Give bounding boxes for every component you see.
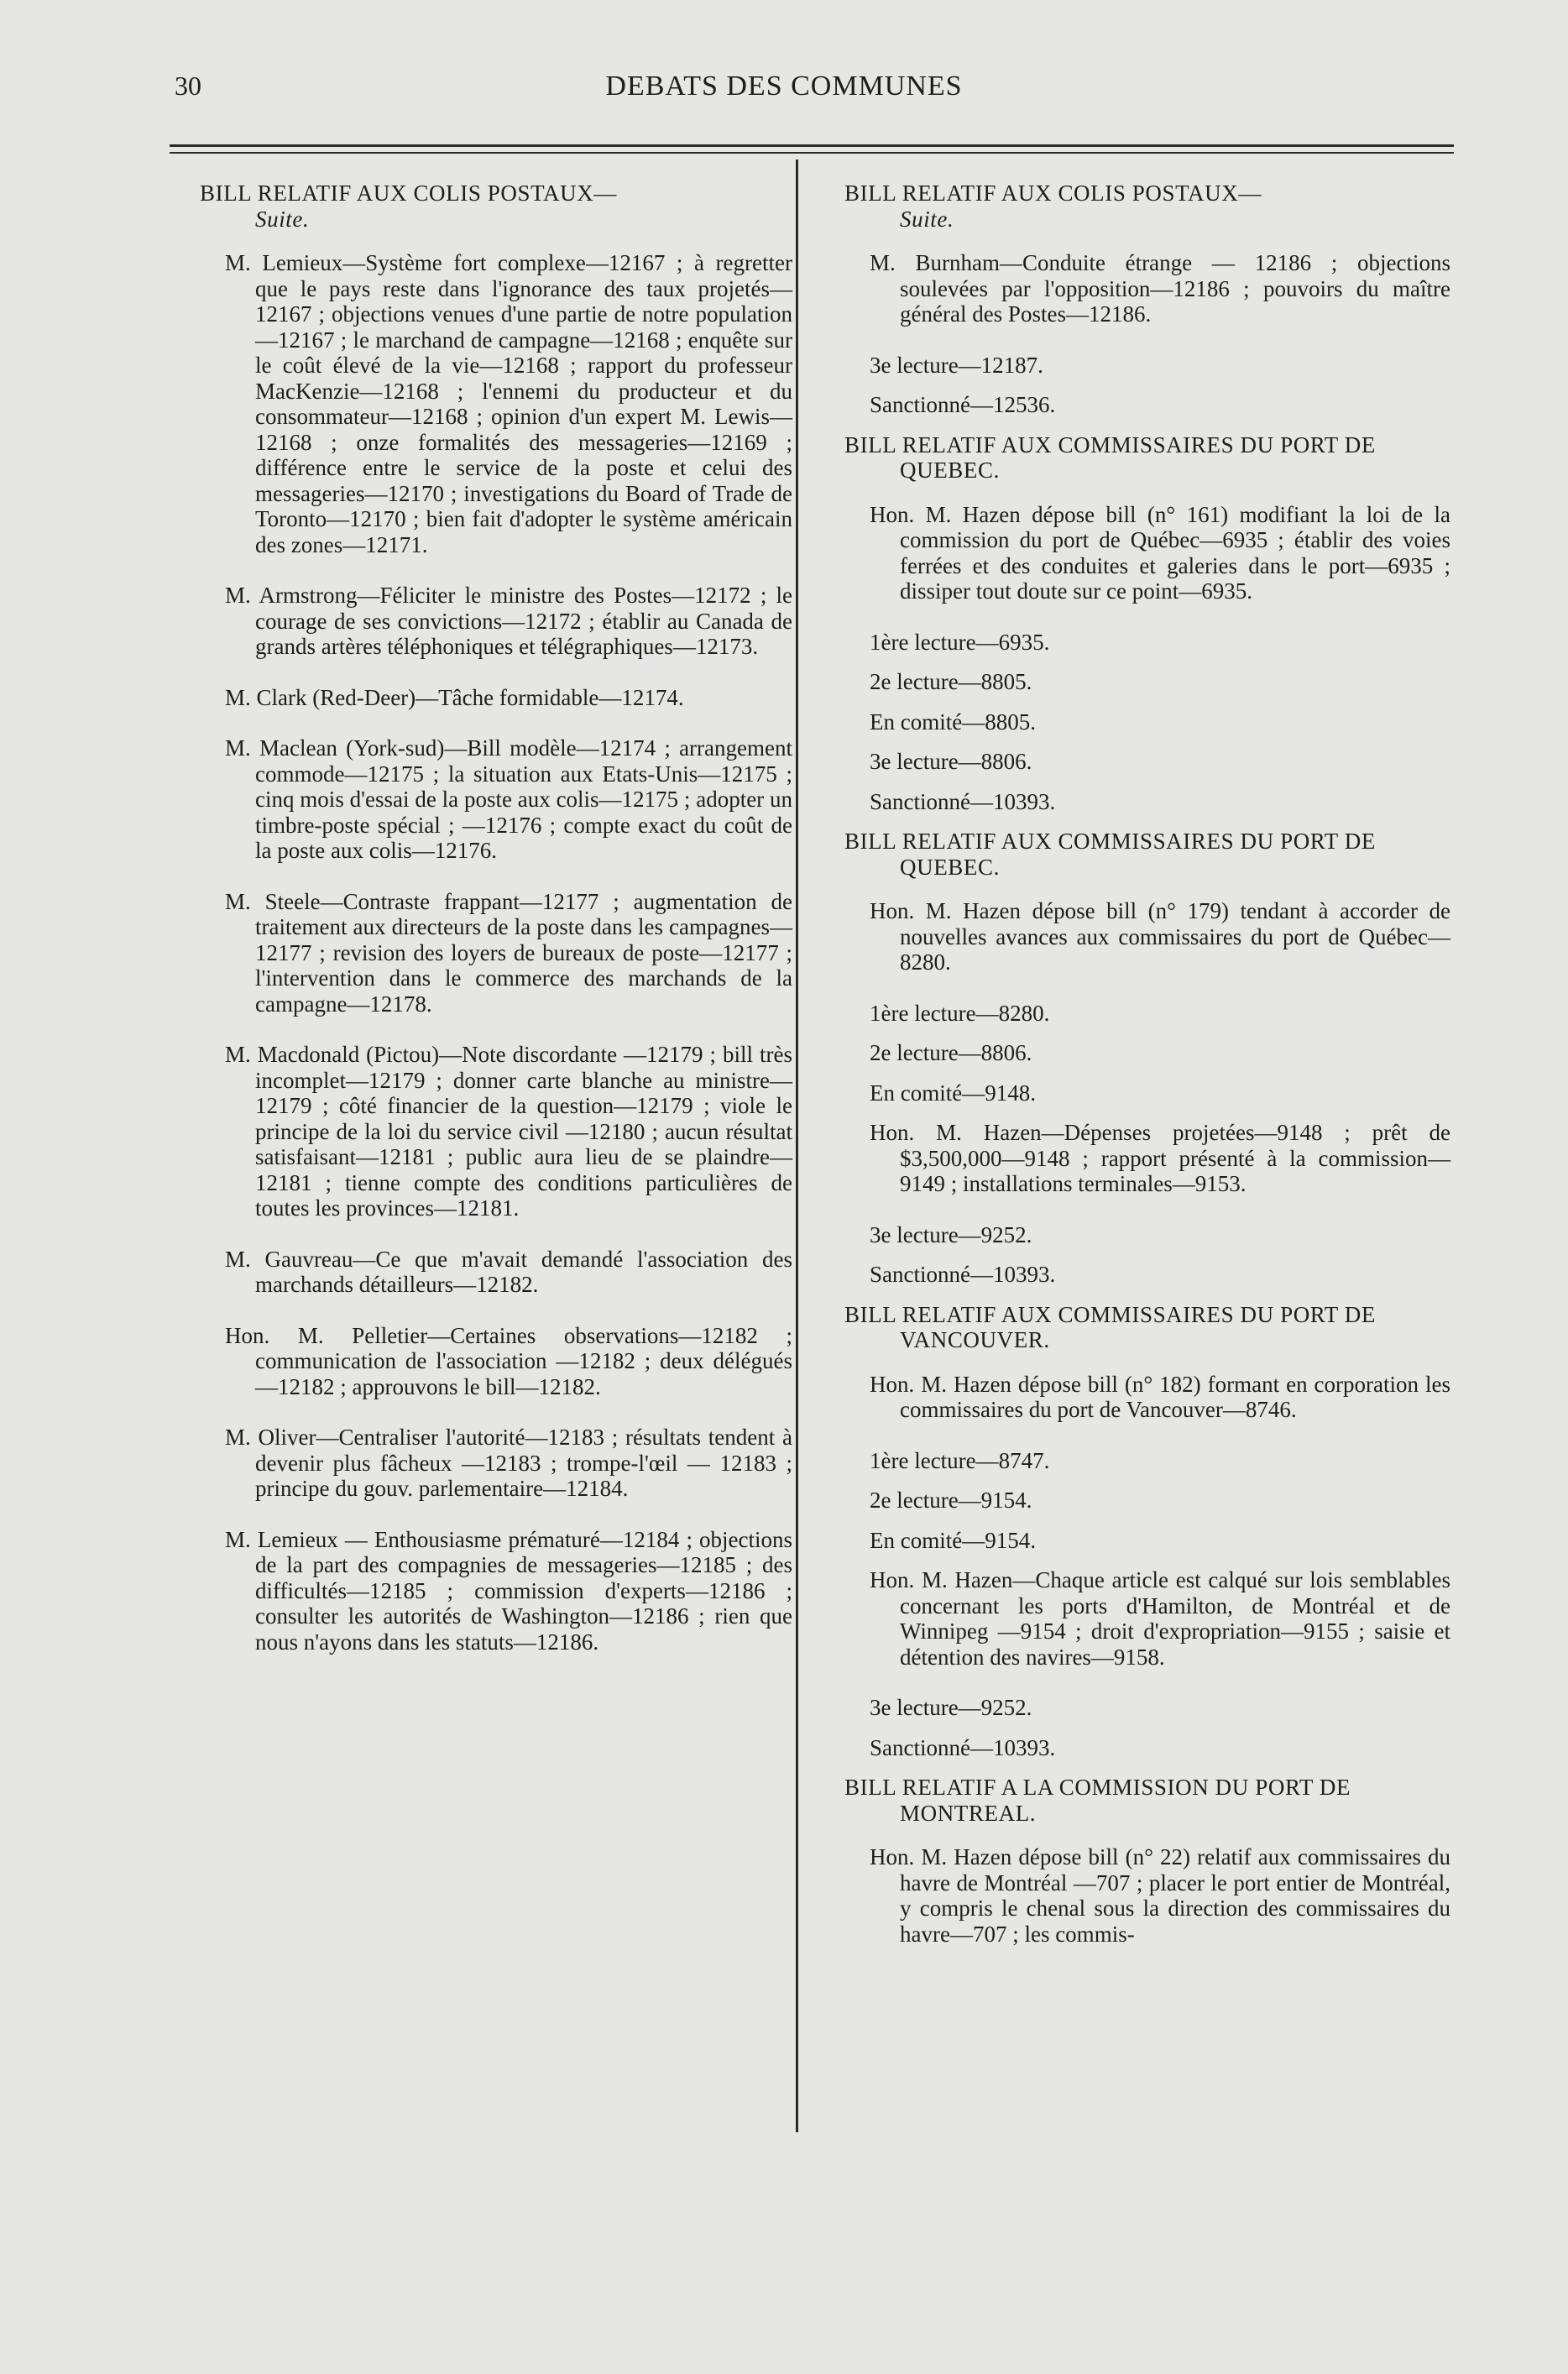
column-divider	[796, 159, 798, 2132]
section-heading: BILL RELATIF AUX COMMISSAIRES DU PORT DE QUEBEC.	[844, 431, 1376, 483]
index-entry: M. Armstrong—Féliciter le ministre des Postes—12172 ; le courage de ses convictions—12172 ; établir au Canada de grands artères téléphoniques et télégraphiques—12173.	[225, 583, 792, 659]
index-entry: Hon. M. Pelletier—Certaines observations—12182 ; communication de l'association —12182 ; deux délégués—12182 ; approuvons le bill—12182.	[225, 1322, 792, 1399]
left-column	[200, 180, 792, 1680]
index-entry: M. Oliver—Centraliser l'autorité—12183 ; résultats tendent à devenir plus fâcheux —12183 ; trompe-l'œil — 12183 ; principe du gouv. parlementaire—12184.	[225, 1425, 792, 1501]
index-entry: Hon. M. Hazen dépose bill (n° 182) formant en corporation les commissaires du port de Vancouver—8746.	[870, 1371, 1450, 1422]
heading-suite: Suite.	[900, 206, 954, 232]
reading-line: 1ère lecture—8280.	[870, 1000, 1050, 1026]
reading-line: Sanctionné—12536.	[870, 392, 1056, 417]
section-heading: BILL RELATIF A LA COMMISSION DU PORT DE MONTREAL.	[844, 1775, 1351, 1826]
reading-line: 3e lecture—9252.	[870, 1695, 1032, 1720]
reading-line: 3e lecture—9252.	[870, 1221, 1032, 1247]
heading-text: BILL RELATIF AUX COLIS POSTAUX—	[200, 180, 617, 206]
reading-line: En comité—9154.	[870, 1527, 1036, 1553]
reading-line: Sanctionné—10393.	[870, 788, 1056, 814]
reading-line: En comité—9148.	[870, 1080, 1036, 1106]
reading-line: Sanctionné—10393.	[870, 1262, 1056, 1287]
index-entry: M. Steele—Contraste frappant—12177 ; augmentation de traitement aux directeurs de la poste dans les campagnes—12177 ; revision des loyers de bureaux de poste—12177 ; l'intervention dans le commerce des marchands de la campagne—12178.	[225, 888, 792, 1017]
page-number: 30	[175, 71, 201, 101]
running-header: DEBATS DES COMMUNES	[605, 71, 963, 102]
reading-line: 3e lecture—8806.	[870, 749, 1032, 774]
reading-line: En comité—8805.	[870, 709, 1036, 735]
index-entry: M. Maclean (York-sud)—Bill modèle—12174 ; arrangement commode—12175 ; la situation aux Etats-Unis—12175 ; cinq mois d'essai de la poste aux colis—12175 ; adopter un timbre-poste spécial ; —12176 ; compte exact du coût de la poste aux colis—12176.	[225, 735, 792, 863]
header-rule-thin	[170, 152, 1454, 154]
reading-line: 1ère lecture—8747.	[870, 1447, 1050, 1473]
index-entry: M. Macdonald (Pictou)—Note discordante —12179 ; bill très incomplet—12179 ; donner carte blanche au ministre—12179 ; côté financier de la question—12179 ; viole le principe de la loi du service civil —12180 ; aucun résultat satisfaisant—12181 ; public aura lieu de se plaindre—12181 ; tienne compte des conditions particulières de toutes les provinces—12181.	[225, 1042, 792, 1221]
reading-line: 2e lecture—8805.	[870, 669, 1032, 694]
header-rule	[170, 144, 1454, 147]
index-entry: M. Gauvreau—Ce que m'avait demandé l'association des marchands détailleurs—12182.	[225, 1246, 792, 1297]
section-heading	[844, 180, 1450, 232]
section-heading	[200, 180, 792, 232]
index-entry: Hon. M. Hazen dépose bill (n° 22) relatif aux commissaires du havre de Montréal —707 ; placer le port entier de Montréal, y compris le chenal sous la direction des commissaires du havre—707 ; les commis-	[870, 1844, 1450, 1947]
index-entry: Hon. M. Hazen—Dépenses projetées—9148 ; prêt de $3,500,000—9148 ; rapport présenté à la commission—9149 ; installations terminales—9153.	[870, 1120, 1450, 1196]
index-entry: M. Lemieux — Enthousiasme prématuré—12184 ; objections de la part des compagnies de messageries—12185 ; des difficultés—12185 ; commission d'experts—12186 ; consulter les autorités de Washington—12186 ; rien que nous n'ayons dans les statuts—12186.	[225, 1526, 792, 1655]
reading-line: 3e lecture—12187.	[870, 352, 1043, 378]
index-entry: M. Lemieux—Système fort complexe—12167 ; à regretter que le pays reste dans l'ignorance des taux projetés—12167 ; objections venues d'une partie de notre population—12167 ; le marchand de campagne—12168 ; enquête sur le coût élevé de la vie—12168 ; rapport du professeur MacKenzie—12168 ; l'ennemi du producteur et du consommateur—12168 ; opinion d'un expert M. Lewis—12168 ; onze formalités des messageries—12169 ; différence entre le service de la poste et celui des messageries—12170 ; investigations du Board of Trade de Toronto—12170 ; bien fait d'adopter le système américain des zones—12171.	[225, 250, 792, 557]
reading-line: 1ère lecture—6935.	[870, 629, 1050, 655]
heading-text: BILL RELATIF AUX COLIS POSTAUX—	[844, 180, 1262, 206]
index-entry: Hon. M. Hazen—Chaque article est calqué sur lois semblables concernant les ports d'Hamilton, de Montréal et de Winnipeg —9154 ; droit d'expropriation—9155 ; saisie et détention des navires—9158.	[870, 1567, 1450, 1670]
section-heading: BILL RELATIF AUX COMMISSAIRES DU PORT DE VANCOUVER.	[844, 1301, 1376, 1352]
reading-line: Sanctionné—10393.	[870, 1734, 1056, 1760]
heading-suite: Suite.	[255, 206, 310, 232]
right-column	[844, 180, 1450, 1972]
index-entry: Hon. M. Hazen dépose bill (n° 161) modifiant la loi de la commission du port de Québec—6935 ; établir des voies ferrées et des conduites et galeries dans le port—6935 ; dissiper tout doute sur ce point—6935.	[870, 501, 1450, 604]
index-entry: M. Burnham—Conduite étrange — 12186 ; objections soulevées par l'opposition—12186 ; pouvoirs du maître général des Postes—12186.	[870, 250, 1450, 327]
reading-line: 2e lecture—8806.	[870, 1040, 1032, 1065]
index-entry: Hon. M. Hazen dépose bill (n° 179) tendant à accorder de nouvelles avances aux commissaires du port de Québec—8280.	[870, 898, 1450, 975]
index-entry: M. Clark (Red-Deer)—Tâche formidable—12174.	[225, 684, 684, 710]
section-heading: BILL RELATIF AUX COMMISSAIRES DU PORT DE QUEBEC.	[844, 829, 1376, 880]
reading-line: 2e lecture—9154.	[870, 1488, 1032, 1513]
